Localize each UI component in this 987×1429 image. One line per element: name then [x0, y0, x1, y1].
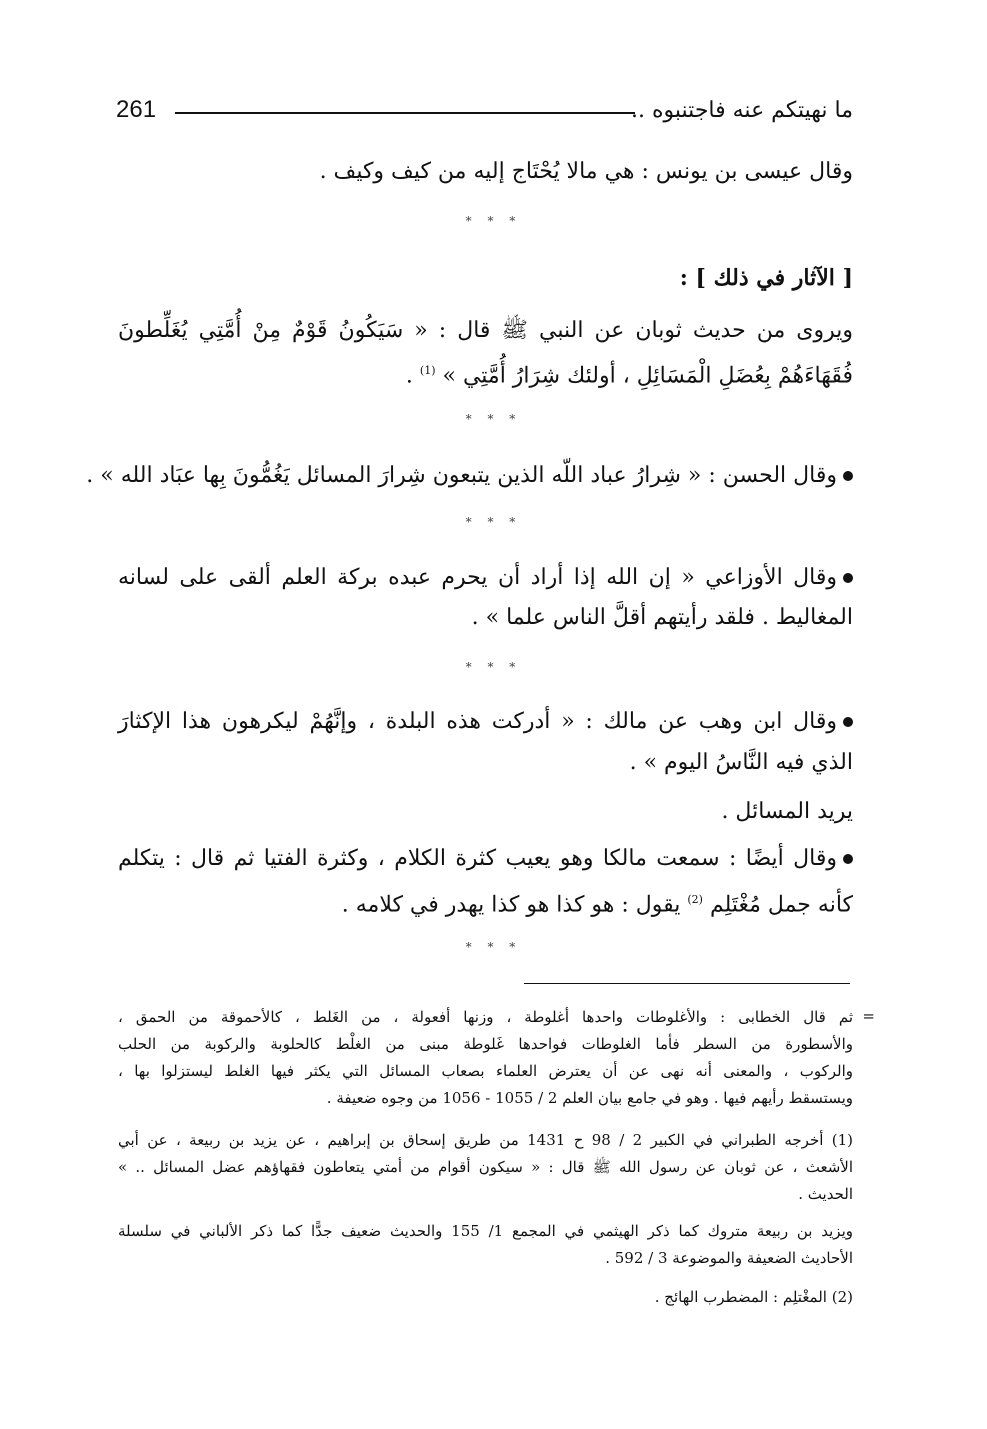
- header-rule: [175, 112, 635, 114]
- section-separator: * * *: [465, 660, 522, 674]
- body-line-thawban-2: [118, 355, 853, 392]
- footnote-line: والركوب ، والمعنى أنه نهى عن أن يعترض العلماء بصعاب المسائل التي يكثر فيها الغلط ليستزلوا بها ،: [118, 1062, 853, 1080]
- footnote-line: ثم قال الخطابى : والأغلوطات واحدها أغلوطة ، وزنها أفعولة ، من الغَلط ، كالأحموقة من الحمق ،: [118, 1008, 853, 1026]
- body-line-hasan: [86, 460, 853, 492]
- bullet-dot: [843, 854, 853, 864]
- malik-text-2b: يقول : هو كذا هو كذا يهدر في كلامه .: [341, 892, 688, 918]
- body-line-thawban-1: ويروى من حديث ثوبان عن النبي ﷺ قال : « سَيَكُونُ قَوْمٌ مِنْ أُمَّتِي يُغَلِّطونَ: [118, 318, 853, 343]
- malik-text-2a: كأنه جمل مُغْتَلِم: [709, 892, 853, 918]
- section-separator: * * *: [465, 214, 522, 228]
- thawban-quote-end: فُقَهَاءَهُمْ بِعُضَلِ الْمَسَائِلِ ، أولئك شِرَارُ أُمَّتِي »: [442, 363, 853, 389]
- body-line-ibnwahb-1: [118, 706, 853, 738]
- footnote-1-line: ويزيد بن ربيعة متروك كما ذكر الهيثمي في المجمع 1/ 155 والحديث ضعيف جدًّا كما ذكر الألباني في سلسلة: [118, 1222, 854, 1240]
- footnote-continuation-mark: =: [862, 1007, 875, 1025]
- body-line-masail: يريد المسائل .: [721, 799, 853, 824]
- section-heading: [ الآثار في ذلك ] :: [679, 265, 853, 291]
- body-line-isa: وقال عيسى بن يونس : هي مالا يُحْتَاج إليه من كيف وكيف .: [319, 159, 853, 184]
- page-number: 261: [116, 96, 157, 123]
- body-line-awzai-1: [118, 562, 853, 594]
- footnote-1-line: الحديث .: [798, 1185, 853, 1203]
- footnote-line: ويستسقط رأيهم فيها . وهو في جامع بيان العلم 2 / 1055 - 1056 من وجوه ضعيفة .: [326, 1089, 853, 1107]
- footnote-1-line: الأشعث ، عن ثوبان عن رسول الله ﷺ قال : « سيكون أقوام من أمتي يتعاطون فقهاؤهم عضل المسائل .. »: [118, 1158, 853, 1176]
- body-line-malik-1: [118, 843, 853, 875]
- hasan-text: وقال الحسن : « شِرارُ عباد اللّه الذين يتبعون شِرارَ المسائل يَغُمُّونَ بِها عبَاد الله » .: [86, 463, 837, 488]
- malik-text-1: وقال أيضًا : سمعت مالكا وهو يعيب كثرة الكلام ، وكثرة الفتيا ثم قال : يتكلم: [118, 846, 837, 871]
- footnote-ref-1: (1): [419, 364, 436, 377]
- section-separator: * * *: [465, 412, 522, 426]
- section-separator: * * *: [465, 940, 522, 954]
- section-separator: * * *: [465, 515, 522, 529]
- footnote-1-line: الأحاديث الضعيفة والموضوعة 3 / 592 .: [605, 1249, 853, 1267]
- bullet-dot: [843, 717, 853, 727]
- running-head: ما نهيتكم عنه فاجتنبوه ..: [631, 98, 853, 123]
- body-line-awzai-2: المغاليط . فلقد رأيتهم أقلَّ الناس علما » .: [471, 605, 853, 630]
- awzai-text-1: وقال الأوزاعي « إن الله إذا أراد أن يحرم عبده بركة العلم ألقى على لسانه: [118, 565, 837, 590]
- thawban-period: .: [405, 363, 420, 389]
- footnote-2-line: (2) المغْتلِم : المضطرب الهائج .: [654, 1288, 853, 1306]
- footnote-rule: [524, 983, 850, 984]
- footnote-line: والأسطورة من السطر فأما الغلوطات فواحدها غَلوطة مبنى من الغلْط كالحلوبة والركوبة من الحلب: [118, 1035, 853, 1053]
- footnote-ref-2: (2): [687, 893, 703, 906]
- bullet-dot: [843, 471, 853, 481]
- ibnwahb-text-1: وقال ابن وهب عن مالك : « أدركت هذه البلدة ، وإنَّهُمْ ليكرهون هذا الإكثارَ: [118, 709, 837, 734]
- body-line-malik-2: [118, 884, 853, 921]
- bullet-dot: [843, 573, 853, 583]
- body-line-ibnwahb-2: الذي فيه النَّاسُ اليوم » .: [629, 750, 853, 775]
- footnote-1-line: (1) أخرجه الطبراني في الكبير 2 / 98 ح 1431 من طريق إسحاق بن إبراهيم ، عن يزيد بن ربيعة ، عن أبي: [118, 1131, 854, 1149]
